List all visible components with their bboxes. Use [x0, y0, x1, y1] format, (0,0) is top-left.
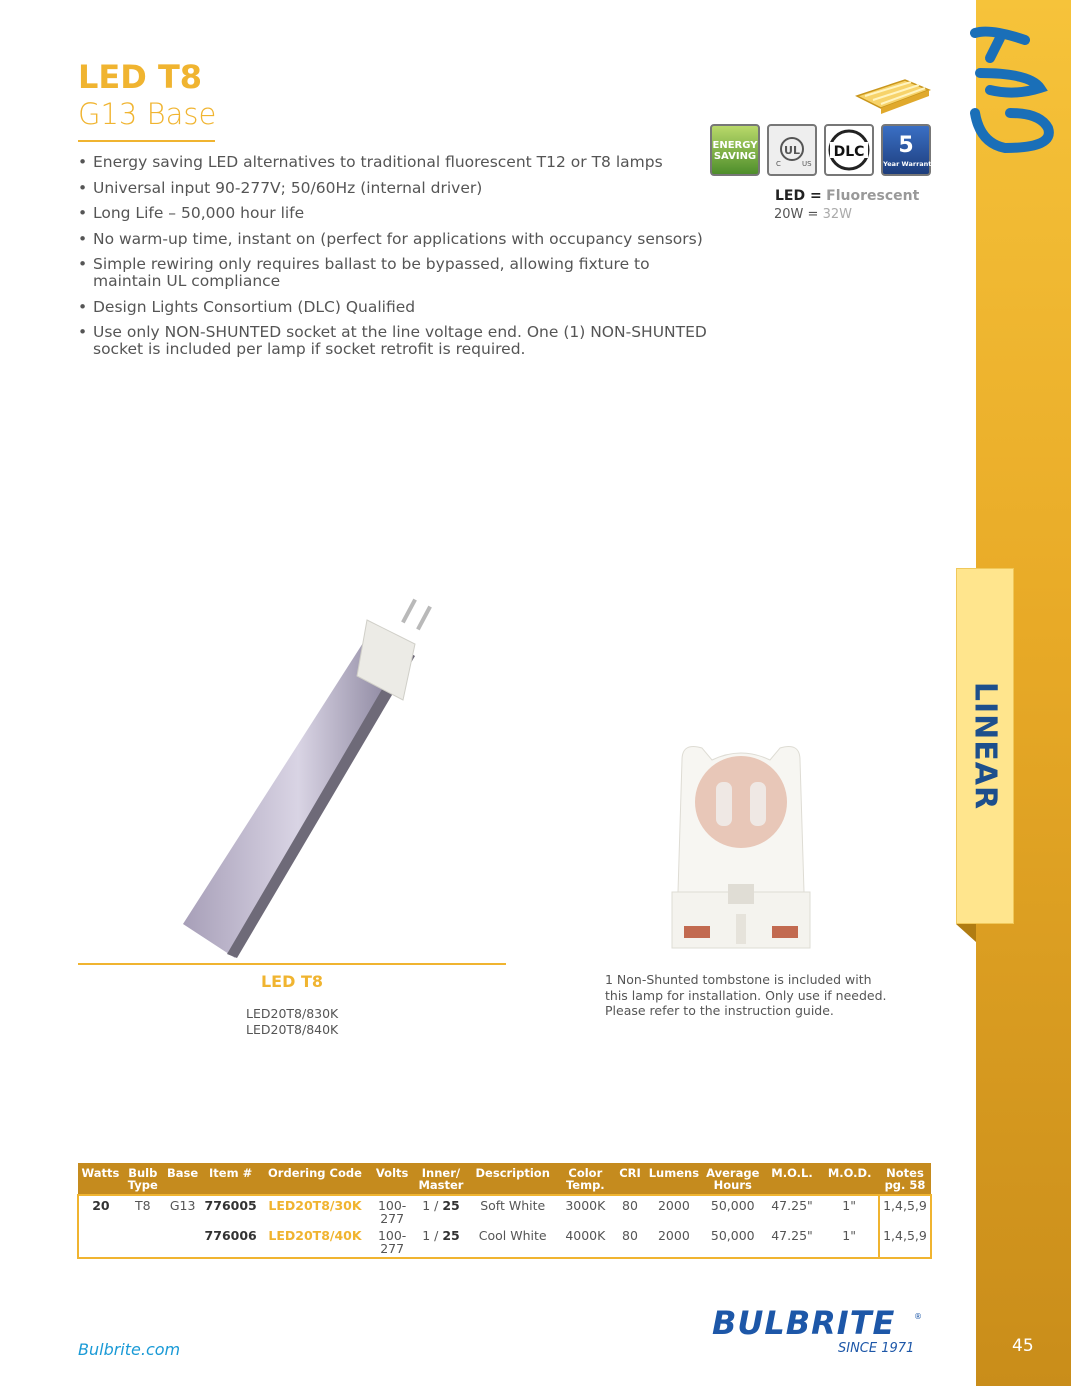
equivalence-values	[774, 207, 852, 222]
column-header: Lumens	[646, 1163, 702, 1195]
equivalence-header	[775, 188, 919, 204]
feature-item: • Design Lights Consortium (DLC) Qualified	[78, 299, 718, 316]
column-header: Ordering Code	[259, 1163, 372, 1195]
column-header: M.O.L.	[764, 1163, 821, 1195]
dlc-mark: DLC	[833, 144, 865, 160]
website-link[interactable]: Bulbrite.com	[78, 1340, 181, 1359]
column-header: Description	[469, 1163, 557, 1195]
section-tab-fold	[956, 924, 976, 942]
product-codes	[246, 1006, 338, 1037]
cell-cri: 80	[622, 1228, 638, 1243]
cell-mol: 47.25"	[771, 1198, 813, 1213]
column-header: Volts	[371, 1163, 413, 1195]
product-code: LED20T8/830K	[246, 1006, 339, 1021]
cell-watts	[78, 1227, 123, 1258]
ul-listed-badge	[767, 124, 817, 176]
fixture-icon	[855, 76, 931, 114]
ul-mark: UL	[784, 144, 800, 157]
led-watts: 20W =	[774, 207, 819, 222]
cell-notes: 1,4,5,9	[879, 1227, 931, 1258]
column-header: Watts	[78, 1163, 123, 1195]
cell-mol: 47.25"	[771, 1228, 813, 1243]
product-name: LED T8	[260, 972, 324, 991]
cell-inner-master	[413, 1195, 469, 1227]
feature-item: • Energy saving LED alternatives to traditional fluorescent T12 or T8 lamps	[78, 154, 718, 171]
inner-value: 1 /	[422, 1198, 439, 1213]
dlc-icon	[826, 126, 872, 174]
product-divider	[78, 963, 506, 965]
cell-base	[163, 1227, 203, 1258]
ul-icon	[769, 126, 815, 174]
warranty-number: 5	[898, 133, 914, 158]
column-header: CRI	[614, 1163, 646, 1195]
cell-color-temp: 4000K	[565, 1228, 606, 1243]
cell-hours: 50,000	[710, 1228, 755, 1243]
table-row	[78, 1195, 931, 1227]
cell-lumens: 2000	[657, 1198, 690, 1213]
column-header: M.O.D.	[820, 1163, 879, 1195]
warranty-text: 5 Year Warranty	[876, 160, 936, 168]
cell-notes: 1,4,5,9	[879, 1195, 931, 1227]
warranty-badge	[876, 124, 936, 176]
cell-lumens: 2000	[657, 1228, 690, 1243]
column-header: Bulb Type	[123, 1163, 163, 1195]
brand-registered-mark: ®	[914, 1312, 922, 1321]
cell-watts: 20	[92, 1198, 110, 1213]
fluorescent-watts: 32W	[822, 207, 852, 222]
led-label: LED =	[775, 188, 822, 204]
column-header: Notes pg. 58	[879, 1163, 931, 1195]
led-logo	[960, 18, 1070, 168]
cell-item: 776005	[204, 1198, 257, 1213]
cell-description: Cool White	[478, 1228, 547, 1243]
fluorescent-label: Fluorescent	[826, 188, 920, 204]
master-value: 25	[442, 1228, 460, 1243]
column-header: Color Temp.	[557, 1163, 615, 1195]
section-tab-label: LINEAR	[967, 681, 1003, 811]
cell-volts: 100-277	[377, 1198, 407, 1226]
energy-saving-badge	[710, 124, 760, 176]
table-header-row	[78, 1163, 931, 1195]
inner-value: 1 /	[422, 1228, 439, 1243]
feature-item: • Simple rewiring only requires ballast to be bypassed, allowing fixture to maintain UL compliance	[78, 256, 718, 290]
column-header: Item #	[203, 1163, 259, 1195]
cell-mod: 1"	[842, 1198, 856, 1213]
page-number: 45	[1012, 1336, 1034, 1356]
page-title: LED T8	[78, 58, 203, 96]
cell-bulb-type	[123, 1227, 163, 1258]
title-divider	[78, 140, 215, 142]
certification-badges	[710, 124, 936, 178]
cell-ordering-code: LED20T8/30K	[268, 1198, 362, 1213]
feature-list	[78, 154, 718, 367]
column-header: Base	[163, 1163, 203, 1195]
cell-color-temp: 3000K	[565, 1198, 606, 1213]
brand-since: SINCE 1971	[838, 1341, 915, 1356]
cell-ordering-code: LED20T8/40K	[268, 1228, 362, 1243]
socket-note: 1 Non-Shunted tombstone is included with this lamp for installation. Only use if needed. Please refer to the instruction guide.	[605, 972, 887, 1018]
table-row	[78, 1227, 931, 1258]
cell-base: G13	[169, 1198, 196, 1213]
dlc-badge	[824, 124, 874, 176]
cell-inner-master	[413, 1227, 469, 1258]
energy-saving-label: ENERGY SAVING	[712, 140, 758, 162]
led-tube-image	[175, 592, 445, 960]
feature-item: • No warm-up time, instant on (perfect for applications with occupancy sensors)	[78, 231, 718, 248]
brand-logo: BULBRITE	[712, 1304, 896, 1342]
master-value: 25	[442, 1198, 460, 1213]
socket-image	[652, 742, 830, 952]
column-header: Average Hours	[702, 1163, 764, 1195]
feature-item: • Use only NON-SHUNTED socket at the line voltage end. One (1) NON-SHUNTED socket is included per lamp if socket retrofit is required.	[78, 324, 718, 358]
warranty-icon	[876, 126, 936, 174]
column-header: Inner/ Master	[413, 1163, 469, 1195]
cell-hours: 50,000	[710, 1198, 755, 1213]
page-subtitle: G13 Base	[78, 97, 217, 131]
cell-volts: 100-277	[377, 1228, 407, 1256]
product-code: LED20T8/840K	[246, 1021, 339, 1037]
cell-bulb-type: T8	[135, 1198, 151, 1213]
cell-mod: 1"	[842, 1228, 856, 1243]
feature-item: • Universal input 90-277V; 50/60Hz (internal driver)	[78, 180, 718, 197]
ul-c: C	[776, 160, 781, 168]
feature-item: • Long Life – 50,000 hour life	[78, 205, 718, 222]
ul-us: US	[802, 160, 812, 168]
cell-description: Soft White	[480, 1198, 546, 1213]
spec-table	[77, 1163, 932, 1259]
cell-cri: 80	[622, 1198, 638, 1213]
cell-item: 776006	[204, 1228, 257, 1243]
